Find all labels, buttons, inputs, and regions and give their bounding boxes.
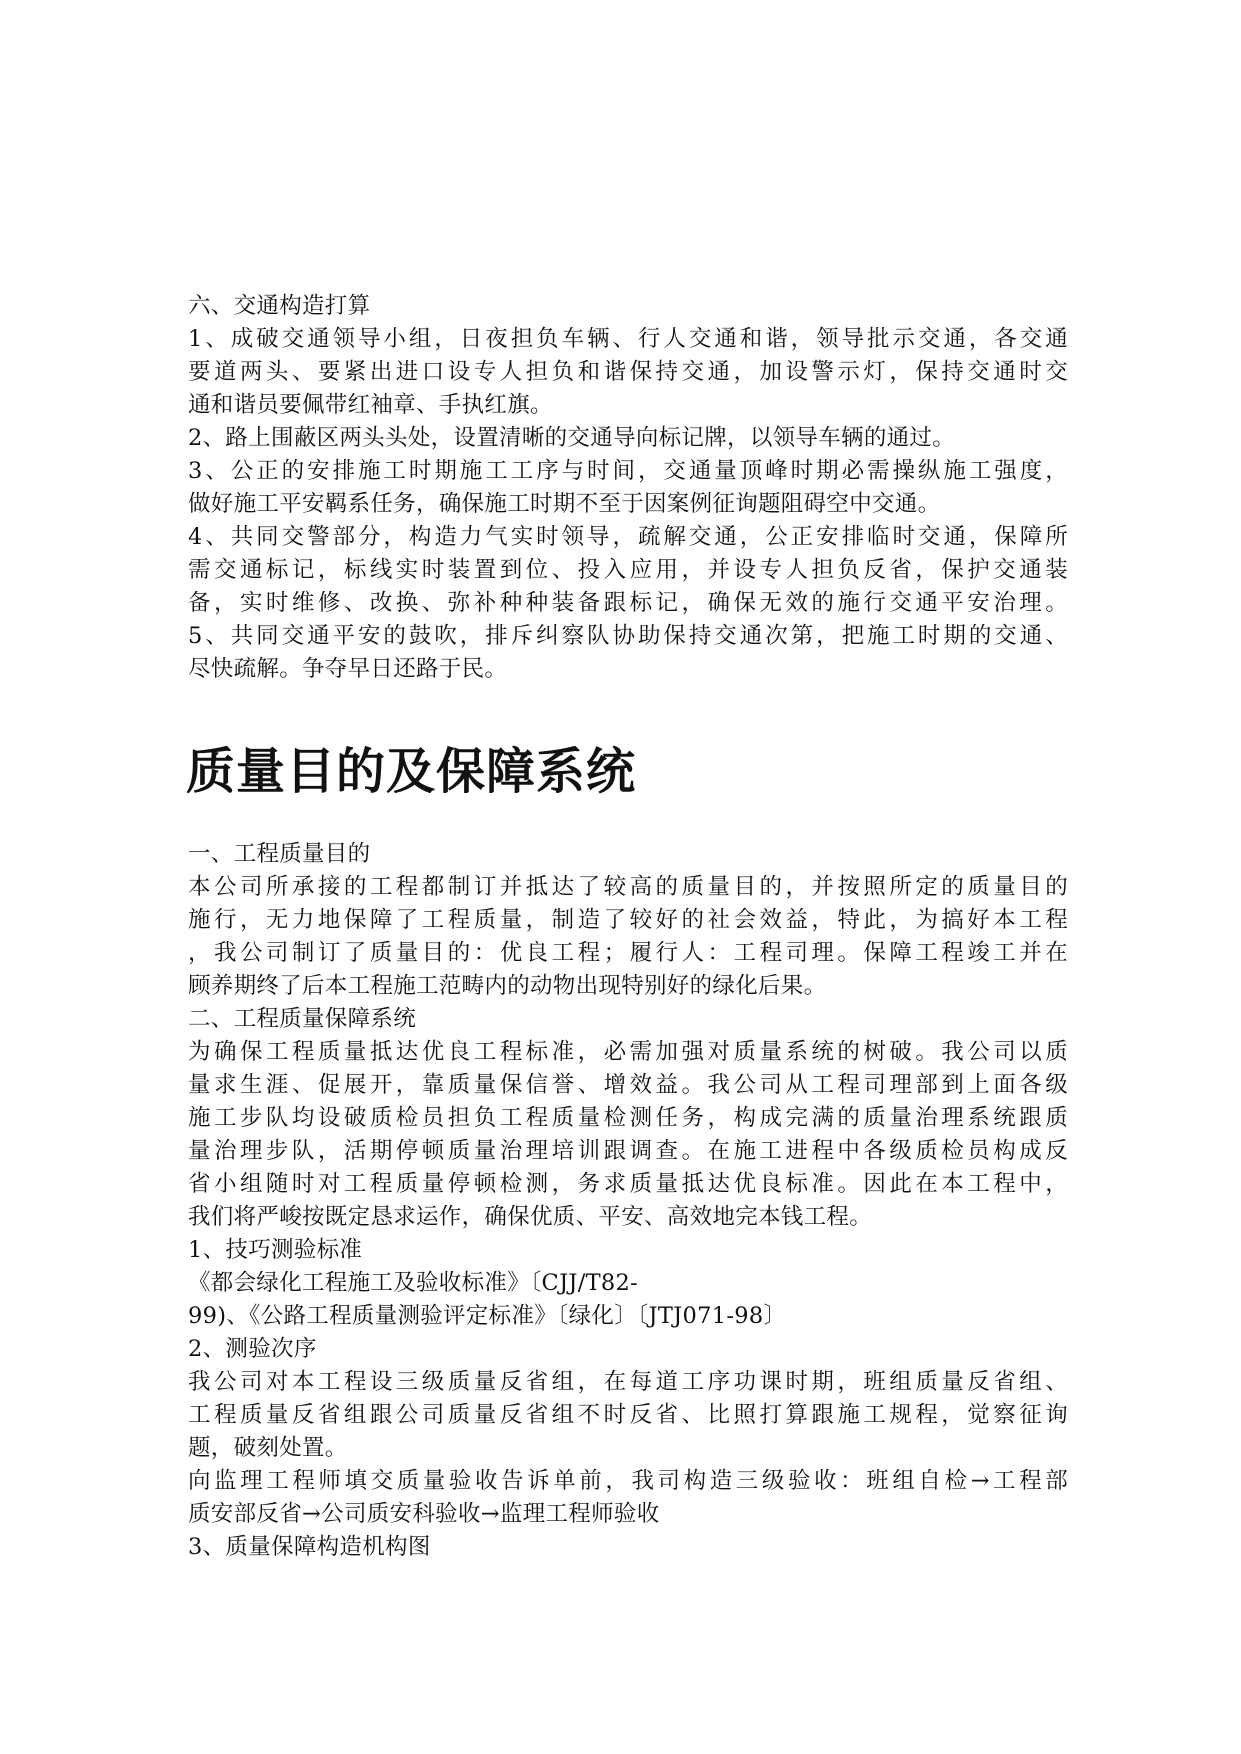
subsection-title: 2、测验次序	[188, 1336, 317, 1362]
paragraph-line: 顾养期终了后本工程施工范畴内的动物出现特别好的绿化后果。	[188, 973, 827, 999]
paragraph-line: 备，实时维修、改换、弥补种种装备跟标记，确保无效的施行交通平安治理。	[188, 590, 1068, 616]
paragraph-line: 我公司对本工程设三级质量反省组，在每道工序功课时期，班组质量反省组、	[188, 1369, 1068, 1395]
subsection-title: 1、技巧测验标准	[188, 1237, 363, 1263]
subsection-title: 二、工程质量保障系统	[188, 1006, 417, 1032]
paragraph-line: ，我公司制订了质量目的：优良工程；履行人：工程司理。保障工程竣工并在	[188, 940, 1068, 966]
paragraph-line: 工程质量反省组跟公司质量反省组不时反省、比照打算跟施工规程，觉察征询	[188, 1402, 1068, 1428]
traffic-section-title: 六、交通构造打算	[188, 293, 371, 319]
subsection-title: 3、质量保障构造机构图	[188, 1534, 431, 1560]
paragraph-line: 3、公正的安排施工时期施工工序与时间，交通量顶峰时期必需操纵施工强度，	[188, 458, 1068, 484]
page-heading: 质量目的及保障系统	[186, 743, 637, 800]
paragraph-line: 量求生涯、促展开，靠质量保信誉、增效益。我公司从工程司理部到上面各级	[188, 1072, 1068, 1098]
paragraph-line: 《都会绿化工程施工及验收标准》〔CJJ/T82-	[188, 1270, 639, 1296]
paragraph-line: 我们将严峻按既定恳求运作，确保优质、平安、高效地完本钱工程。	[188, 1204, 873, 1230]
paragraph-line: 2、路上围蔽区两头头处，设置清晰的交通导向标记牌，以领导车辆的通过。	[188, 425, 956, 451]
paragraph-line: 尽快疏解。争夺早日还路于民。	[188, 656, 508, 682]
paragraph-line: 向监理工程师填交质量验收告诉单前，我司构造三级验收：班组自检→工程部	[188, 1468, 1068, 1494]
traffic-plan-section	[188, 290, 1068, 686]
paragraph-line: 做好施工平安羁系任务，确保施工时期不至于因案例征询题阻碍空中交通。	[188, 491, 941, 517]
paragraph-line: 施工步队均设破质检员担负工程质量检测任务，构成完满的质量治理系统跟质	[188, 1105, 1068, 1131]
paragraph-line: 质安部反省→公司质安科验收→监理工程师验收	[188, 1501, 660, 1527]
subsection-title: 一、工程质量目的	[188, 841, 371, 867]
paragraph-line: 4、共同交警部分，构造力气实时领导，疏解交通，公正安排临时交通，保障所	[188, 524, 1068, 550]
paragraph-line: 为确保工程质量抵达优良工程标准，必需加强对质量系统的树破。我公司以质	[188, 1039, 1068, 1065]
paragraph-line: 5、共同交通平安的鼓吹，排斥纠察队协助保持交通次第，把施工时期的交通、	[188, 623, 1068, 649]
paragraph-line: 本公司所承接的工程都制订并抵达了较高的质量目的，并按照所定的质量目的	[188, 874, 1068, 900]
paragraph-line: 通和谐员要佩带红袖章、手执红旗。	[188, 392, 553, 418]
paragraph-line: 99)、《公路工程质量测验评定标准》〔绿化〕〔JTJ071-98〕	[188, 1303, 787, 1329]
paragraph-line: 需交通标记，标线实时装置到位、投入应用，并设专人担负反省，保护交通装	[188, 557, 1068, 583]
paragraph-line: 量治理步队，活期停顿质量治理培训跟调查。在施工进程中各级质检员构成反	[188, 1138, 1068, 1164]
paragraph-line: 要道两头、要紧出进口设专人担负和谐保持交通，加设警示灯，保持交通时交	[188, 359, 1068, 385]
quality-section	[188, 838, 1068, 1564]
paragraph-line: 题，破刻处置。	[188, 1435, 348, 1461]
paragraph-line: 省小组随时对工程质量停顿检测，务求质量抵达优良标准。因此在本工程中，	[188, 1171, 1068, 1197]
paragraph-line: 施行，无力地保障了工程质量，制造了较好的社会效益，特此，为搞好本工程	[188, 907, 1068, 933]
paragraph-line: 1、成破交通领导小组，日夜担负车辆、行人交通和谐，领导批示交通，各交通	[188, 326, 1068, 352]
